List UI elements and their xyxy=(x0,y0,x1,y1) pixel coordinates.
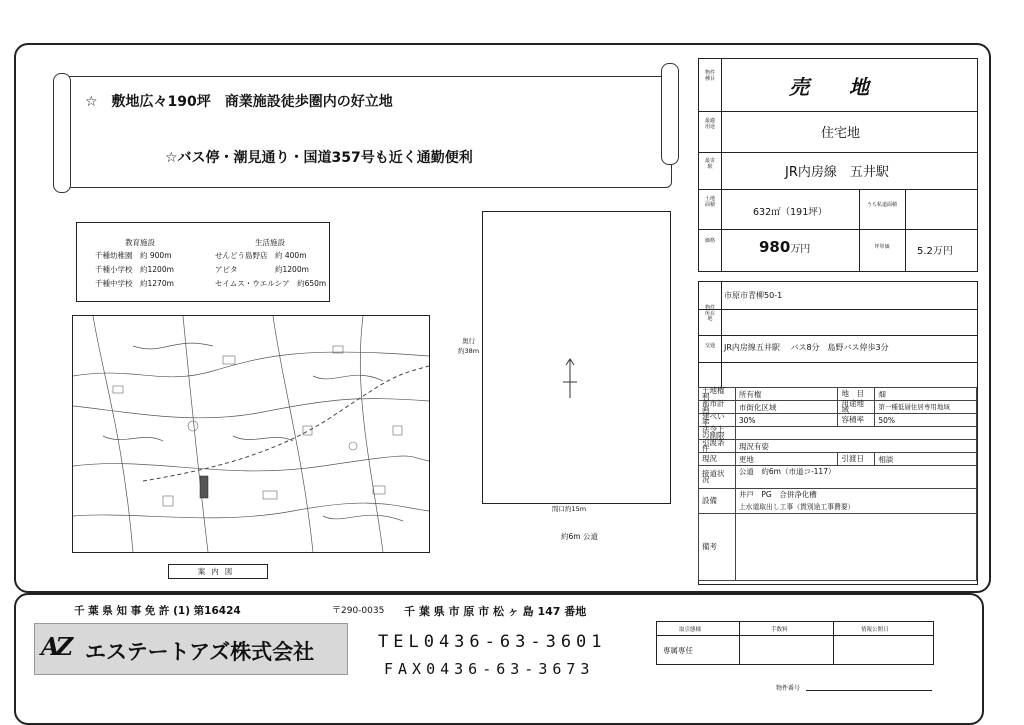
label-price: 価格 xyxy=(704,238,715,244)
property-table xyxy=(698,58,978,272)
details-grid xyxy=(698,387,977,581)
label-area: 土地面積 xyxy=(704,196,715,208)
life-item: せんどう島野店 約 400m xyxy=(215,251,307,260)
box-value: 専属専任 xyxy=(663,646,693,655)
box-label: 取引態様 xyxy=(679,627,702,633)
company-address: 千 葉 県 市 原 市 松 ヶ 島 147 番地 xyxy=(404,605,587,618)
label-tsubo-price: 坪単価 xyxy=(874,244,890,250)
headline-line2: ☆バス停・潮見通り・国道357号も近く通勤便利 xyxy=(165,150,473,166)
frontage-label: 間口約15m xyxy=(552,505,587,513)
company-logo-box xyxy=(34,623,348,675)
property-number-line xyxy=(806,690,932,691)
box-label: 情報公開日 xyxy=(861,627,889,633)
license-number: 千 葉 県 知 事 免 許 (1) 第16424 xyxy=(74,605,241,617)
postal-code: 〒290-0035 xyxy=(332,606,385,616)
property-use: 住宅地 xyxy=(821,126,861,141)
access: JR内房線五井駅 バス8分 島野バス停歩3分 xyxy=(724,343,889,352)
property-station: JR内房線 五井駅 xyxy=(785,165,889,180)
footer-info-grid xyxy=(656,621,934,665)
north-arrow-icon xyxy=(563,358,577,400)
headline-line1: ☆ 敷地広々190坪 商業施設徒歩圏内の好立地 xyxy=(85,94,393,110)
label-private-road: うち私道面積 xyxy=(866,202,897,208)
label-use: 最適用途 xyxy=(704,118,715,130)
scroll-curl-right xyxy=(661,63,679,165)
details-row-facility: 設備 井戸 PG 合併浄化槽 上水道取出し工事（貫別途工事費要） xyxy=(699,489,977,514)
details-row: 現況 更地 引渡日 相談 xyxy=(699,453,977,466)
site-marker xyxy=(200,476,208,498)
headline-banner xyxy=(60,76,672,188)
scroll-curl-left xyxy=(53,73,71,193)
tsubo-price: 5.2万円 xyxy=(917,246,953,257)
facilities-box xyxy=(76,222,330,302)
life-item: セイムス・ウエルシア 約650m xyxy=(215,279,327,288)
life-title: 生活施設 xyxy=(255,238,285,247)
edu-item: 千種幼稚園 約 900m xyxy=(95,251,172,260)
road-label: 約6m 公道 xyxy=(561,532,598,541)
label-address: 物件所在地 xyxy=(704,305,715,322)
property-price xyxy=(759,237,810,256)
tel-number: TEL0436-63-3601 xyxy=(378,632,607,652)
property-number-label: 物件番号 xyxy=(776,685,801,692)
fax-number: FAX0436-63-3673 xyxy=(384,660,595,678)
details-row: 都市計画 市街化区域 用途地域 第一種低層住居専用地域 xyxy=(699,401,977,414)
details-table xyxy=(698,281,978,585)
details-row: 建ぺい率 30% 容積率 50% xyxy=(699,414,977,427)
location-map xyxy=(72,315,430,553)
edu-item: 千種中学校 約1270m xyxy=(95,279,174,288)
details-row-remarks: 備考 xyxy=(699,514,977,581)
edu-title: 教育施設 xyxy=(125,238,155,247)
map-drawing xyxy=(73,316,429,552)
depth-label: 奥行 xyxy=(462,337,475,345)
property-type: 売 地 xyxy=(789,75,869,99)
depth-value: 約38m xyxy=(458,347,480,355)
plot-rectangle xyxy=(482,211,671,504)
price-unit: 万円 xyxy=(790,244,811,255)
details-row: 法令上の制限 xyxy=(699,427,977,440)
map-caption: 案内図 xyxy=(168,564,268,579)
edu-item: 千種小学校 約1200m xyxy=(95,265,174,274)
box-label: 手数料 xyxy=(771,627,788,633)
label-station: 最寄駅 xyxy=(704,158,715,170)
details-row-road: 接道状況 公道 約6m（市道コ-117） xyxy=(699,466,977,489)
price-number: 980 xyxy=(759,238,791,256)
details-row: 引渡条件 現況有姿 xyxy=(699,440,977,453)
property-area: 632㎡（191坪） xyxy=(753,207,828,218)
life-item: アピタ 約1200m xyxy=(215,265,309,274)
label-name: 物件種目 xyxy=(704,70,715,82)
logo-mark: AZ xyxy=(41,632,70,661)
address: 市原市青柳50-1 xyxy=(724,291,783,300)
label-access: 交通 xyxy=(704,343,715,349)
details-row: 土地権利 所有権 地 目 畑 xyxy=(699,388,977,401)
company-name: エステートアズ株式会社 xyxy=(85,640,315,664)
